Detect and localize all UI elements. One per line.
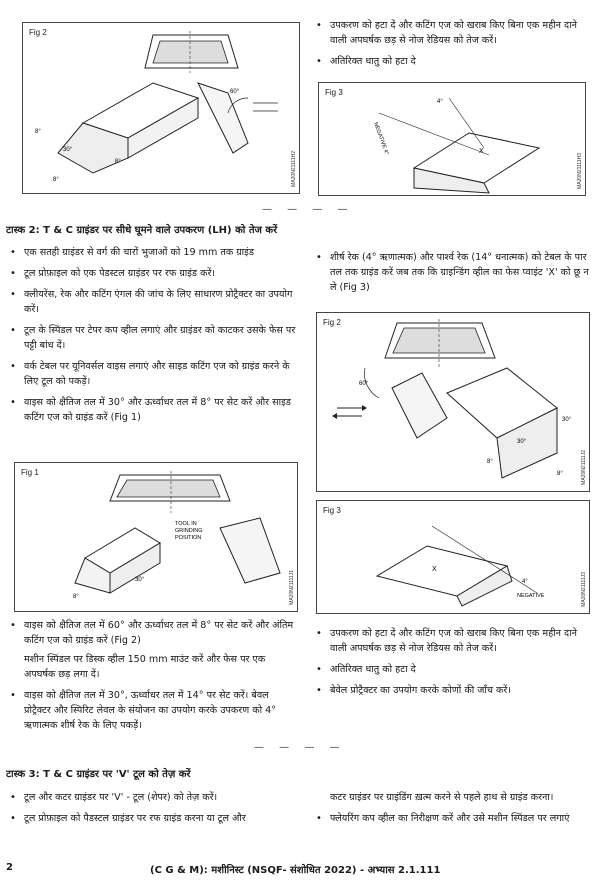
negative-rake-diagram: [317, 501, 589, 613]
figure-top-left: [22, 22, 300, 194]
list-item: • टूल के स्पिंडल पर टेपर कप व्हील लगाएं और ग्राइंडर को काटकर उसके फेस पर पट्टी बांध दें।: [6, 323, 296, 353]
list-item: • टूल और कटर ग्राइंडर पर 'V' - टूल (शेपर) को तेज़ करें।: [6, 790, 296, 805]
negative-label: NEGATIVE: [517, 593, 545, 599]
list-item: • वाइस को क्षैतिज तल में 60° और ऊर्ध्वाधर तल में 8° पर सेट करें और अंतिम कटिंग एज को ग्राइंड करें (Fig 2): [6, 618, 296, 648]
task3-title: टास्क 3: T & C ग्राइंडर पर 'V' टूल को तेज़ करें: [6, 769, 191, 780]
figure-code: MA20N21111H2: [291, 151, 297, 187]
figure-label: Fig 1: [21, 468, 39, 477]
angle-label: 60°: [359, 381, 369, 387]
angle-label: 60°: [230, 89, 240, 95]
figure-label: Fig 3: [323, 506, 341, 515]
point-x-label: X: [479, 148, 484, 155]
figure-label: Fig 2: [29, 28, 47, 37]
caption-line: TOOL IN: [175, 521, 197, 527]
list-item: • वर्क टेबल पर यूनिवर्सल वाइस लगाएं और साइड कटिंग एज को ग्राइंड करने के लिए टूल को पकड़ें।: [6, 359, 296, 389]
angle-label: 30°: [135, 577, 145, 583]
angle-label: 8°: [53, 177, 59, 183]
section-separator: — — — —: [262, 204, 354, 215]
figure-mid-right-fig2: [316, 312, 590, 492]
task2-right-column-bottom: [312, 626, 590, 704]
page-number: 2: [6, 862, 13, 873]
point-x-label: X: [432, 566, 437, 573]
angle-label: 30°: [63, 147, 73, 153]
list-item: • एक सतही ग्राइंडर से वर्ग की चारों भुजाओं को 19 mm तक ग्राइंड: [6, 245, 296, 260]
list-item: • टूल प्रोफ़ाइल को एक पेडस्टल ग्राइंडर पर रफ ग्राइंड करें।: [6, 266, 296, 281]
list-item: • वाइस को क्षैतिज तल में 30° और ऊर्ध्वाधर तल में 8° पर सेट करें और साइड कटिंग एज को ग्राइंड करें (Fig 1): [6, 395, 296, 425]
figure-label: Fig 3: [325, 88, 343, 97]
tool-grinding-diagram: [23, 23, 299, 193]
angle-label: 30°: [562, 417, 572, 423]
list-item: • शीर्ष रेक (4° ऋणात्मक) और पार्श्व रेक (14° धनात्मक) को टेबल के पार तल तक ग्राइंड करें जब तक कि ग्राइन्डिंग व्हील का फेस प्वाइंट 'X' को छू न ले (Fig 3): [312, 250, 590, 295]
list-item: • क्लीयरेंस, रेक और कटिंग एंगल की जांच के लिए साधारण प्रोट्रैक्टर का उपयोग करें।: [6, 287, 296, 317]
list-item: • उपकरण को हटा दें और कटिंग एज को खराब किए बिना एक महीन दाने वाली अपघर्षक छड़ से नोज रेडियस को तेज करें।: [312, 626, 590, 656]
list-item: • अतिरिक्त धातु को हटा दे: [312, 662, 590, 677]
angle-label: 8°: [557, 471, 563, 477]
figure-code: MA20N21111J1: [289, 570, 295, 605]
angle-label: 4°: [522, 579, 528, 585]
rake-angle-diagram: [319, 83, 585, 195]
end-cutting-edge-diagram: [317, 313, 589, 491]
caption-line: GRINDING: [175, 528, 203, 534]
angle-label: 8°: [73, 594, 79, 600]
figure-code: MA20N21111H3: [577, 153, 583, 189]
side-cutting-edge-diagram: [15, 463, 297, 611]
list-item: • फ्लेयरिंग कप व्हील का निरीक्षण करें और उसे मशीन स्पिंडल पर लगाएं: [312, 811, 590, 826]
list-item: • वाइस को क्षैतिज तल में 30°, ऊर्ध्वाधर तल में 14° पर सेट करें। बेवल प्रोट्रैक्टर और स्पिरिट लेवल के संयोजन का उपयोग करके उपकरण को 4° ऋणात्मक शीर्ष रेक के लिए पकड़ें।: [6, 688, 296, 733]
figure-code: MA20N21111J2: [581, 450, 587, 485]
caption-line: POSITION: [175, 535, 202, 541]
angle-label: 4°: [437, 99, 443, 105]
task3-right-column: [312, 790, 590, 832]
angle-label: 8°: [115, 159, 121, 165]
task2-left-column: [6, 245, 296, 431]
figure-mid-right-fig3: [316, 500, 590, 614]
figure-code: MA20N21111J3: [581, 572, 587, 607]
figure-fig1: [14, 462, 298, 612]
continued-text: कटर ग्राइंडर पर ग्राइंडिंग ख़त्म करने से पहले हाथ से ग्राइंड करना।: [330, 792, 554, 803]
list-item: • टूल प्रोफ़ाइल को पैडस्टल ग्राइंडर पर रफ ग्राइंड करना या टूल और: [6, 811, 296, 826]
footer-text: (C G & M): मशीनिस्ट (NSQF- संशोधित 2022) - अभ्यास 2.1.111: [150, 865, 441, 876]
list-item: • बेवेल प्रोट्रैक्टर का उपयोग करके कोणों की जाँच करें।: [312, 683, 590, 698]
task2-left-continued: [6, 618, 296, 739]
angle-label: 30°: [517, 439, 527, 445]
task2-title: टास्क 2: T & C ग्राइंडर पर सीधे घूमने वाले उपकरण (LH) को तेज करें: [6, 225, 278, 236]
top-right-text: [312, 18, 587, 75]
sub-text: मशीन स्पिंडल पर डिस्क व्हील 150 mm माउंट करें और फेस पर एक अपघर्षक छड़ लगा दें।: [24, 654, 266, 680]
section-separator: — — — —: [254, 742, 346, 753]
list-item: • उपकरण को हटा दें और कटिंग एज को खराब किए बिना एक महीन दाने वाली अपघर्षक छड़ से नोज रेडियस को तेज करें।: [312, 18, 587, 48]
task2-right-column-top: [312, 250, 590, 301]
list-item: • अतिरिक्त धातु को हटा दे: [312, 54, 587, 69]
figure-top-right: [318, 82, 586, 196]
angle-label: 8°: [35, 129, 41, 135]
angle-label: 8°: [487, 459, 493, 465]
task3-left-column: [6, 790, 296, 832]
figure-label: Fig 2: [323, 318, 341, 327]
negative-label: NEGATIVE 4°: [372, 121, 390, 156]
